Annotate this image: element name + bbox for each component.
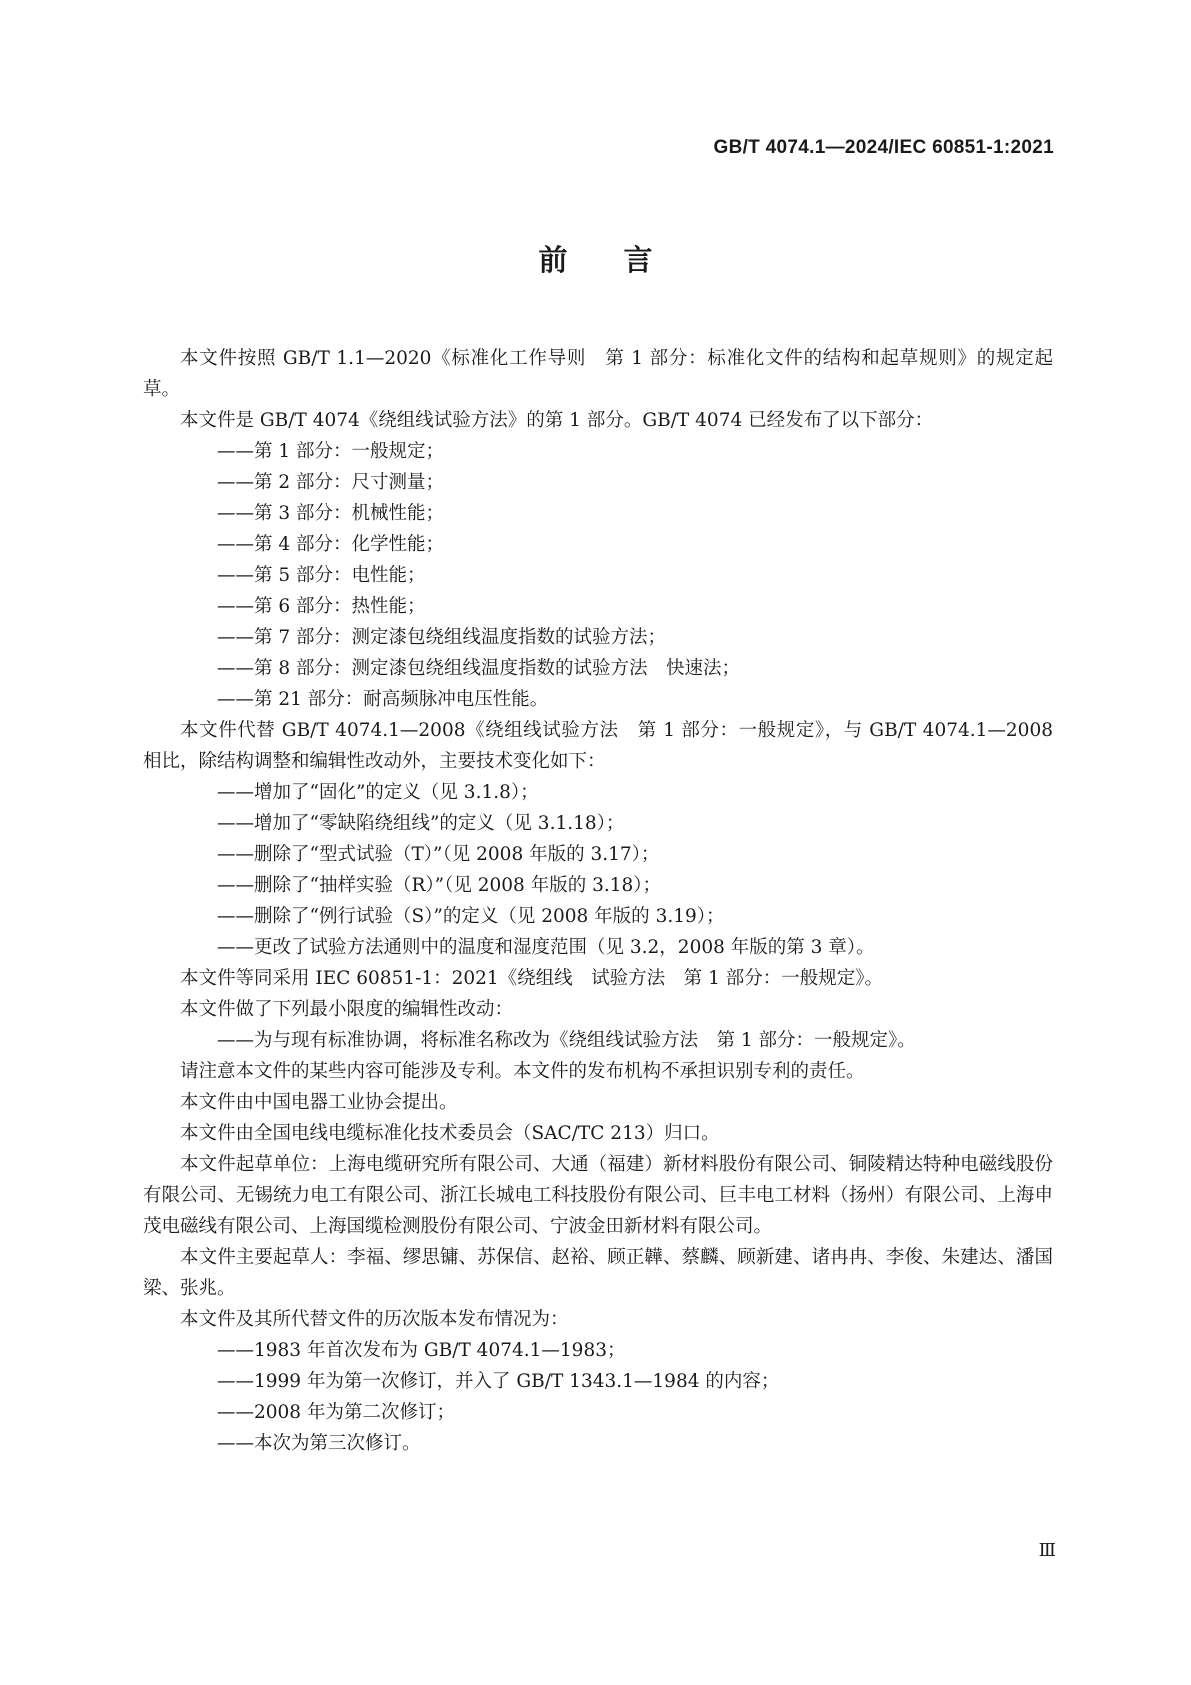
list-item: ——第 6 部分：热性能； (217, 596, 426, 617)
paragraph: 本文件主要起草人：李福、缪思镛、苏保信、赵裕、顾正韡、蔡麟、顾新建、诸冉冉、李俊、朱建达、潘国梁、张兆。 (143, 1247, 1053, 1299)
list-item: ——本次为第三次修订。 (217, 1433, 421, 1454)
paragraph: 本文件由中国电器工业协会提出。 (180, 1092, 458, 1113)
paragraph: 本文件等同采用 IEC 60851-1：2021《绕组线 试验方法 第 1 部分：一般规定》。 (180, 968, 883, 989)
list-item: ——删除了“例行试验（S）”的定义（见 2008 年版的 3.19）； (217, 906, 725, 927)
list-item: ——2008 年为第二次修订； (217, 1402, 455, 1423)
list-item: ——第 1 部分：一般规定； (217, 441, 445, 462)
list-item: ——1983 年首次发布为 GB/T 4074.1—1983； (217, 1340, 626, 1361)
list-item: ——第 3 部分：机械性能； (217, 503, 445, 524)
paragraph: 请注意本文件的某些内容可能涉及专利。本文件的发布机构不承担识别专利的责任。 (180, 1061, 865, 1082)
paragraph: 本文件做了下列最小限度的编辑性改动： (180, 999, 514, 1020)
paragraph: 本文件及其所代替文件的历次版本发布情况为： (180, 1309, 569, 1330)
list-item: ——1999 年为第一次修订，并入了 GB/T 1343.1—1984 的内容； (217, 1371, 780, 1392)
list-item: ——第 8 部分：测定漆包绕组线温度指数的试验方法 快速法； (217, 658, 741, 679)
list-item: ——第 5 部分：电性能； (217, 565, 426, 586)
list-item: ——删除了“抽样实验（R）”（见 2008 年版的 3.18）； (217, 875, 662, 896)
paragraph: 本文件代替 GB/T 4074.1—2008《绕组线试验方法 第 1 部分：一般规定》，与 GB/T 4074.1—2008 相比，除结构调整和编辑性改动外，主要技术变化如下： (143, 720, 1053, 772)
list-item: ——更改了试验方法通则中的温度和湿度范围（见 3.2，2008 年版的第 3 章）。 (217, 937, 875, 958)
list-item: ——删除了“型式试验（T）”（见 2008 年版的 3.17）； (217, 844, 660, 865)
list-item: ——为与现有标准协调，将标准名称改为《绕组线试验方法 第 1 部分：一般规定》。 (217, 1030, 916, 1051)
paragraph: 本文件由全国电线电缆标准化技术委员会（SAC/TC 213）归口。 (180, 1123, 720, 1144)
page-title: 前言 (538, 243, 709, 277)
paragraph: 本文件是 GB/T 4074《绕组线试验方法》的第 1 部分。GB/T 4074 已经发布了以下部分： (180, 410, 934, 431)
list-item: ——第 21 部分：耐高频脉冲电压性能。 (217, 689, 549, 710)
page-number: Ⅲ (1038, 1540, 1056, 1561)
paragraph: 本文件起草单位：上海电缆研究所有限公司、大通（福建）新材料股份有限公司、铜陵精达特种电磁线股份有限公司、无锡统力电工有限公司、浙江长城电工科技股份有限公司、巨丰电工材料（扬州）有限公司、上海申茂电磁线有限公司、上海国缆检测股份有限公司、宁波金田新材料有限公司。 (143, 1154, 1053, 1237)
standard-code-header: GB/T 4074.1—2024/IEC 60851-1:2021 (713, 137, 1054, 158)
list-item: ——增加了“固化”的定义（见 3.1.8）； (217, 782, 539, 803)
paragraph: 本文件按照 GB/T 1.1—2020《标准化工作导则 第 1 部分：标准化文件的结构和起草规则》的规定起草。 (143, 348, 1053, 400)
document-body (143, 343, 1053, 1459)
list-item: ——第 4 部分：化学性能； (217, 534, 445, 555)
list-item: ——第 7 部分：测定漆包绕组线温度指数的试验方法； (217, 627, 667, 648)
list-item: ——增加了“零缺陷绕组线”的定义（见 3.1.18）； (217, 813, 625, 834)
list-item: ——第 2 部分：尺寸测量； (217, 472, 445, 493)
